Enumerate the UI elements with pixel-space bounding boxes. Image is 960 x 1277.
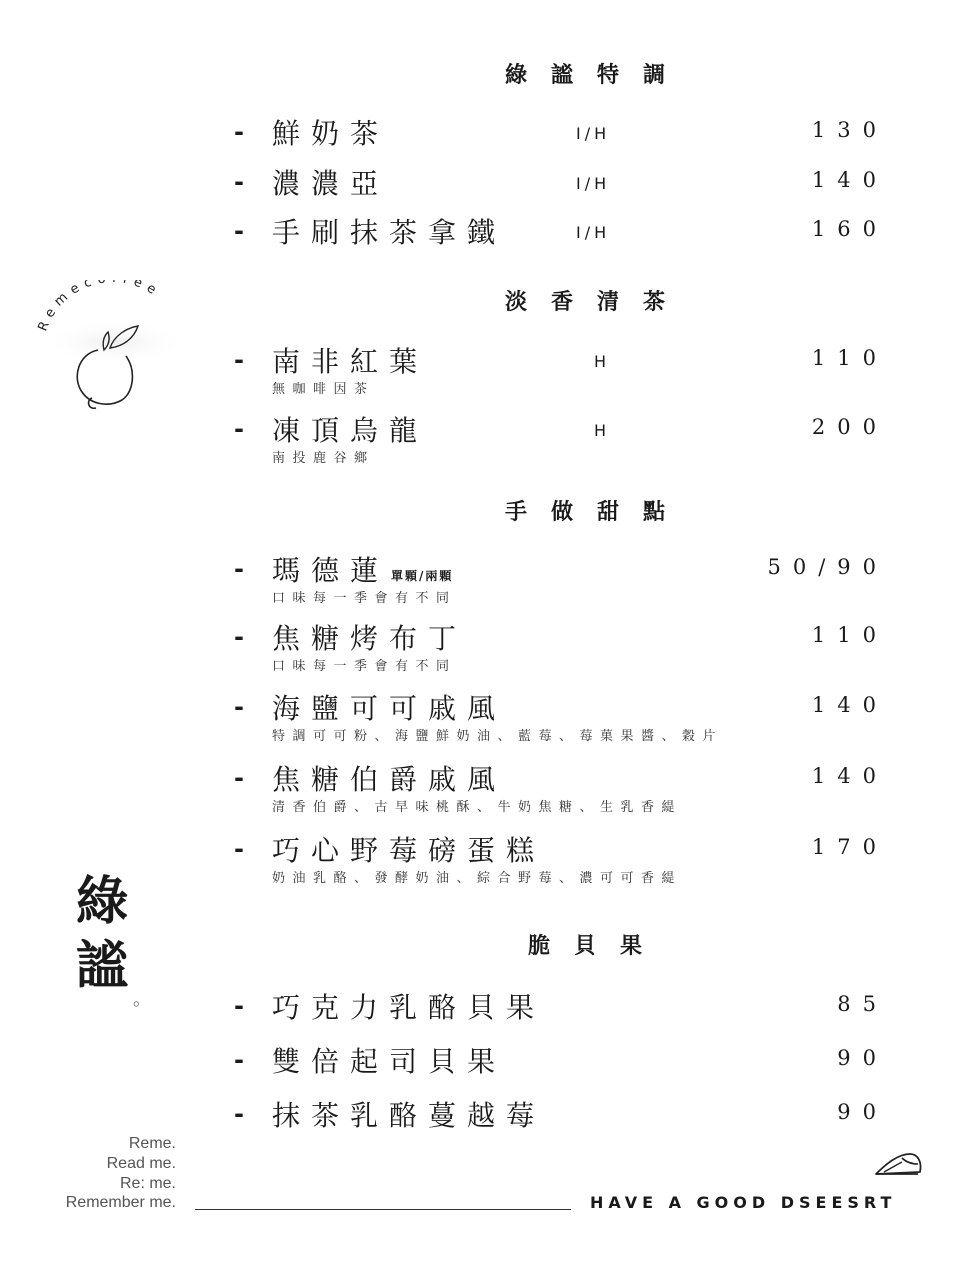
tagline-line: Reme. bbox=[128, 1135, 176, 1152]
brand-dot: 。 bbox=[133, 989, 151, 1010]
menu-item bbox=[234, 1040, 894, 1080]
brand-char-2: 謐 bbox=[76, 935, 129, 996]
item-note: 口味每一季會有不同 bbox=[272, 659, 457, 674]
bullet-dash: - bbox=[234, 346, 244, 374]
item-price: 130 bbox=[811, 118, 888, 142]
menu-item bbox=[234, 409, 894, 466]
item-name: 巧心野莓磅蛋糕 bbox=[272, 834, 546, 867]
menu-item bbox=[234, 617, 894, 674]
bullet-dash: - bbox=[234, 415, 244, 443]
bullet-dash: - bbox=[234, 1100, 244, 1128]
item-name: 手刷抹茶拿鐵 bbox=[272, 216, 507, 249]
item-price: 200 bbox=[811, 415, 888, 439]
menu-item bbox=[234, 340, 894, 397]
logo-text: Remec fee bbox=[35, 280, 164, 334]
menu-item bbox=[234, 687, 894, 744]
item-size: H bbox=[594, 352, 611, 371]
item-note: 無咖啡因茶 bbox=[272, 382, 375, 397]
bullet-dash: - bbox=[234, 992, 244, 1020]
item-price: 160 bbox=[811, 217, 888, 241]
menu-item bbox=[234, 211, 894, 251]
item-name: 凍頂烏龍 bbox=[272, 414, 429, 447]
menu-item bbox=[234, 162, 894, 202]
bullet-dash: - bbox=[234, 168, 244, 196]
item-name: 濃濃亞 bbox=[272, 167, 390, 200]
bullet-dash: - bbox=[234, 1046, 244, 1074]
bird-icon bbox=[872, 1148, 924, 1180]
menu-item bbox=[234, 829, 894, 886]
menu-item bbox=[234, 758, 894, 815]
item-note: 清香伯爵、古早味桃酥、牛奶焦糖、生乳香緹 bbox=[272, 800, 683, 815]
item-price: 140 bbox=[811, 168, 888, 192]
item-name bbox=[272, 549, 453, 589]
bullet-dash: - bbox=[234, 764, 244, 792]
section-title-tea: 淡香清茶 bbox=[504, 290, 689, 315]
section-title-dessert: 手做甜點 bbox=[504, 500, 689, 525]
item-price: 110 bbox=[811, 623, 888, 647]
item-size: H bbox=[594, 421, 611, 440]
item-price: 90 bbox=[837, 1100, 888, 1124]
section-title-bagel: 脆貝果 bbox=[527, 934, 666, 959]
orange-fruit-icon bbox=[30, 280, 200, 420]
menu-item bbox=[234, 549, 894, 606]
item-name: 海鹽可可戚風 bbox=[272, 692, 507, 725]
item-name: 南非紅葉 bbox=[272, 345, 429, 378]
item-note: 特調可可粉、海鹽鮮奶油、藍莓、莓菓果醬、穀片 bbox=[272, 729, 724, 744]
item-name-text: 瑪德蓮 bbox=[272, 554, 390, 587]
tagline-line: Re: me. bbox=[119, 1175, 176, 1192]
footer-text: HAVE A GOOD DSEESRT bbox=[590, 1193, 897, 1212]
bullet-dash: - bbox=[234, 217, 244, 245]
item-name: 巧克力乳酪貝果 bbox=[272, 991, 546, 1024]
item-price: 110 bbox=[811, 346, 888, 370]
item-name: 抹茶乳酪蔓越莓 bbox=[272, 1099, 546, 1132]
item-price: 140 bbox=[811, 693, 888, 717]
item-note: 口味每一季會有不同 bbox=[272, 591, 457, 606]
item-note: 奶油乳酪、發酵奶油、綜合野莓、濃可可香緹 bbox=[272, 871, 683, 886]
footer-divider bbox=[195, 1209, 571, 1210]
item-price: 85 bbox=[837, 992, 888, 1016]
item-price: 140 bbox=[811, 764, 888, 788]
brand-char-1: 綠 bbox=[76, 871, 129, 932]
item-price: 90 bbox=[837, 1046, 888, 1070]
menu-item bbox=[234, 1094, 894, 1134]
bullet-dash: - bbox=[234, 555, 244, 583]
bullet-dash: - bbox=[234, 835, 244, 863]
item-name: 焦糖烤布丁 bbox=[272, 622, 468, 655]
item-size: I/H bbox=[576, 124, 611, 143]
brand-vertical bbox=[76, 870, 136, 998]
item-price: 170 bbox=[811, 835, 888, 859]
menu-item bbox=[234, 986, 894, 1026]
item-tag: 單顆/兩顆 bbox=[391, 569, 454, 583]
item-note: 南投鹿谷鄉 bbox=[272, 451, 375, 466]
logo bbox=[30, 280, 200, 420]
bullet-dash: - bbox=[234, 118, 244, 146]
item-price: 50/90 bbox=[767, 555, 888, 579]
section-title-special: 綠謐特調 bbox=[504, 63, 689, 88]
bullet-dash: - bbox=[234, 623, 244, 651]
item-name: 鮮奶茶 bbox=[272, 117, 390, 150]
tagline-line: Read me. bbox=[106, 1155, 176, 1172]
item-name: 焦糖伯爵戚風 bbox=[272, 763, 507, 796]
bullet-dash: - bbox=[234, 693, 244, 721]
item-name: 雙倍起司貝果 bbox=[272, 1045, 507, 1078]
item-size: I/H bbox=[576, 223, 611, 242]
item-size: I/H bbox=[576, 174, 611, 193]
tagline-line: Remember me. bbox=[65, 1194, 176, 1211]
menu-item bbox=[234, 112, 894, 152]
